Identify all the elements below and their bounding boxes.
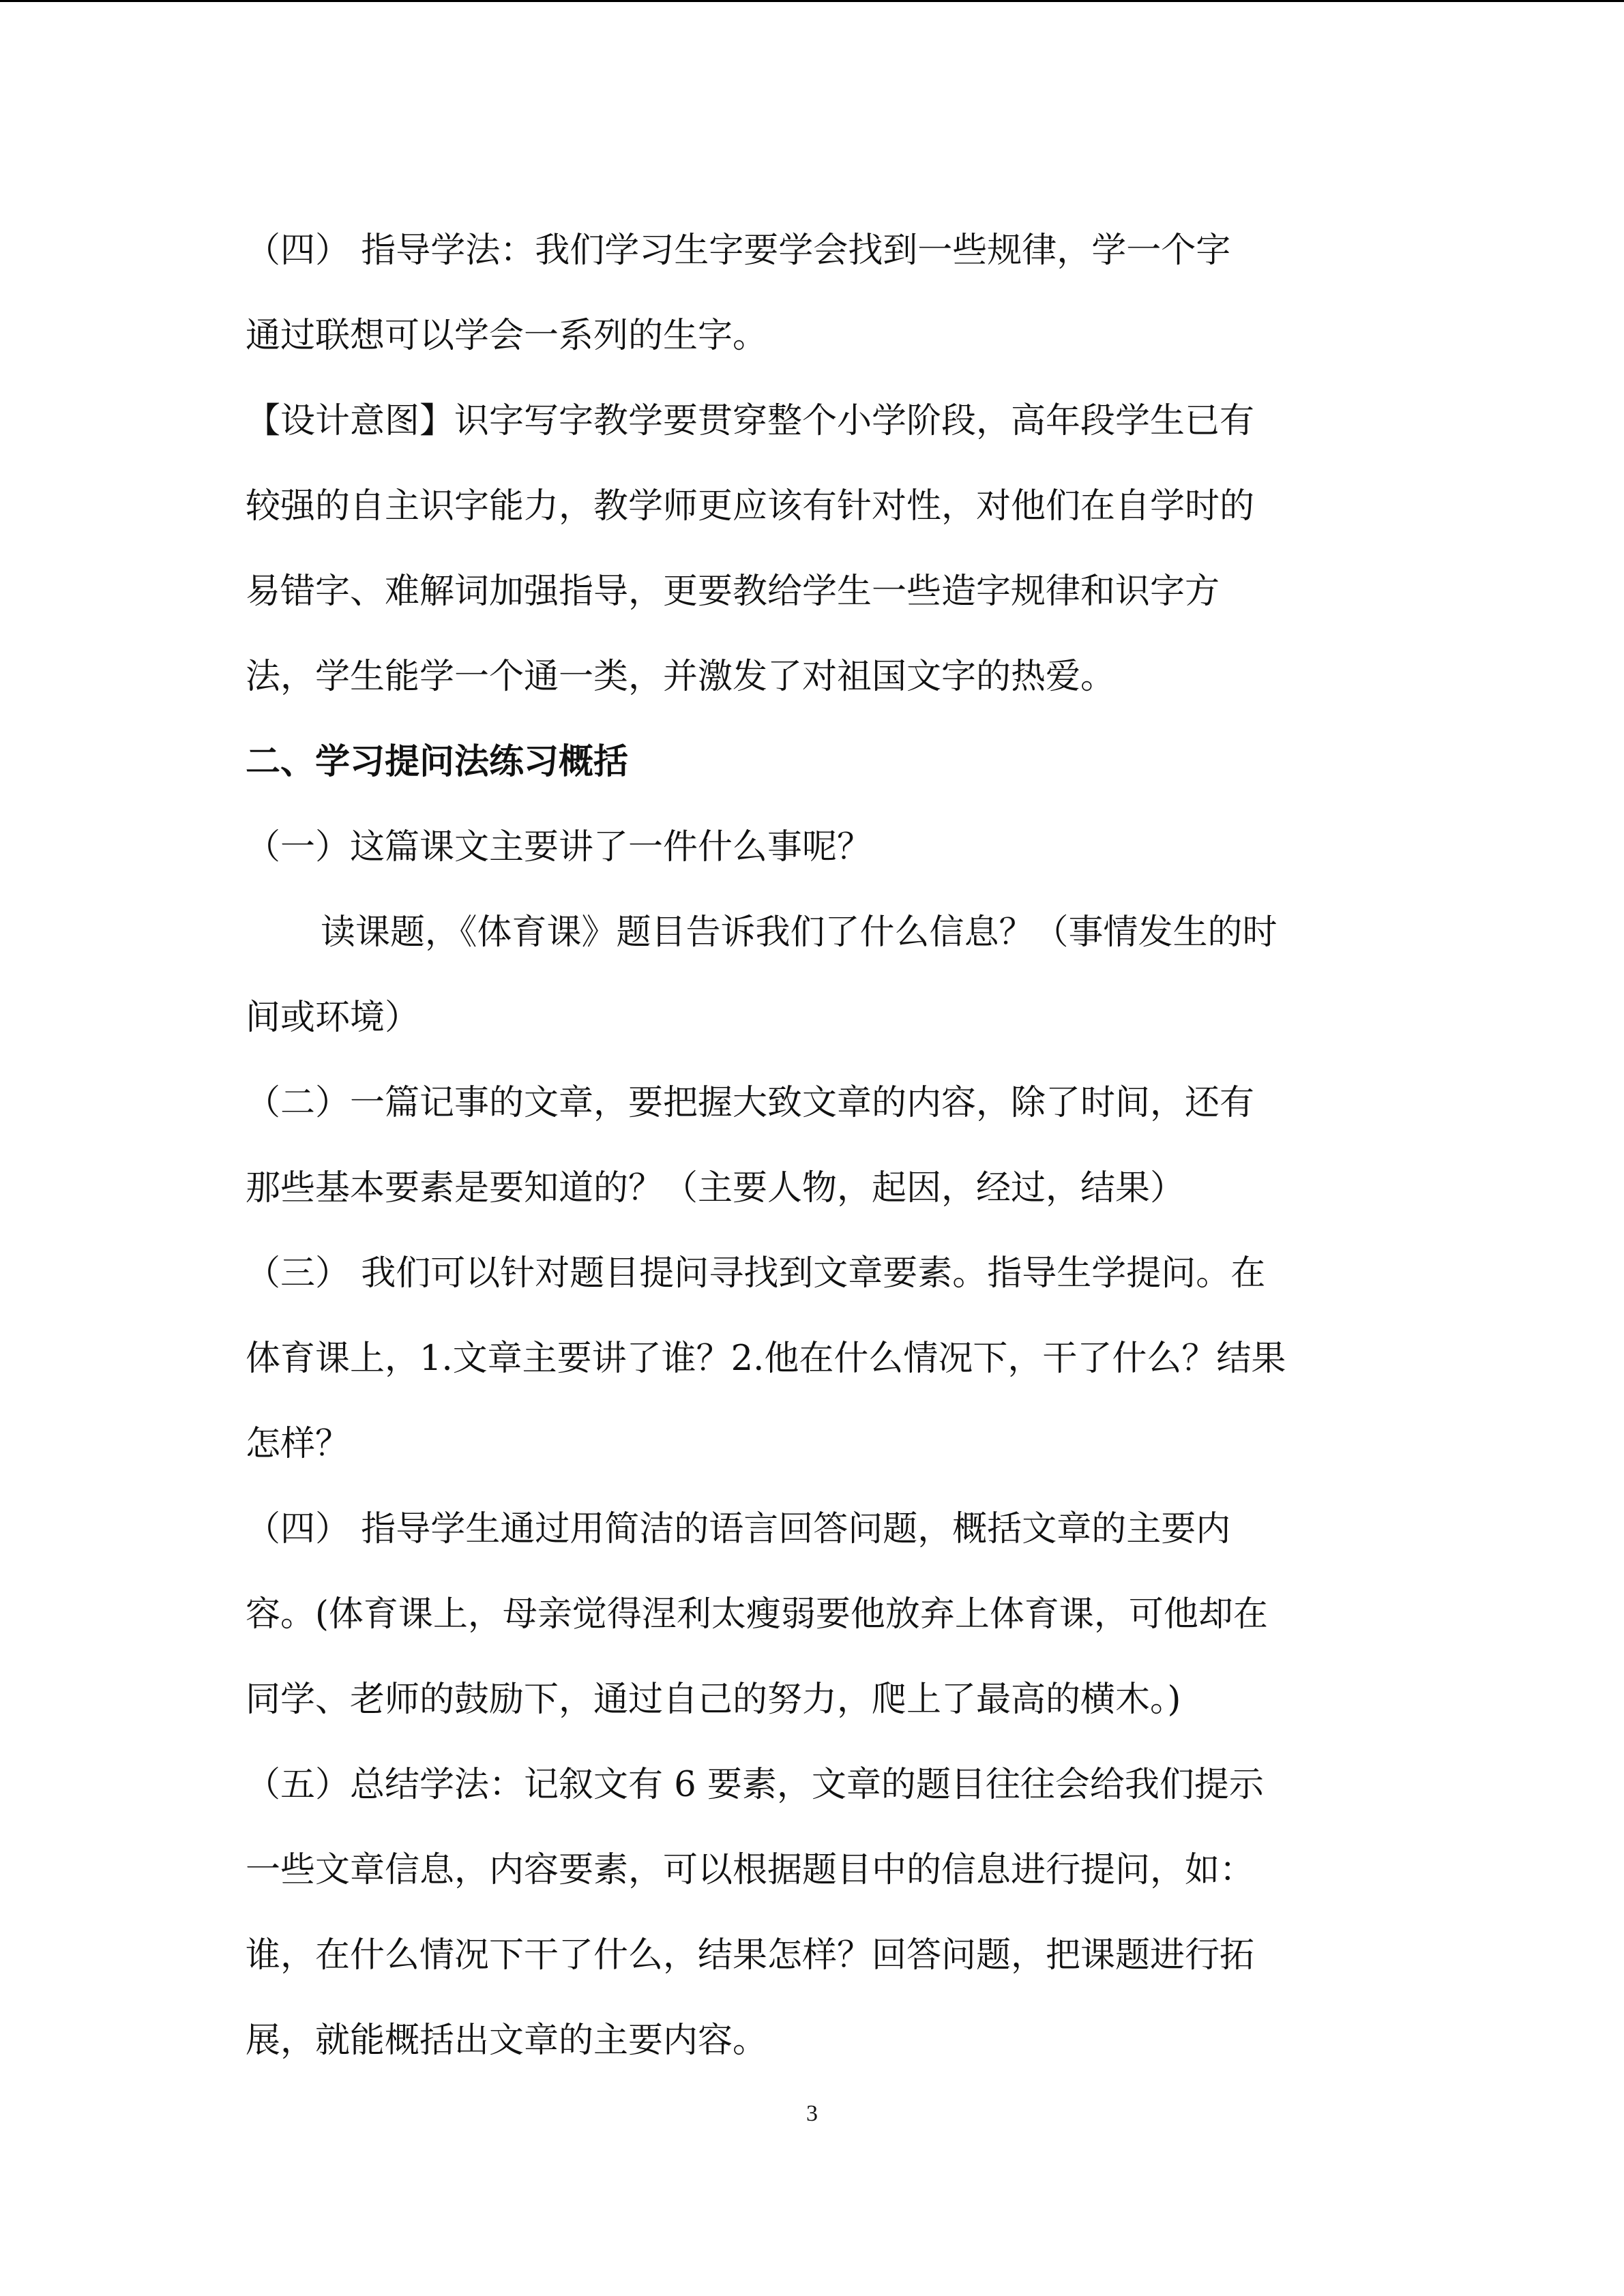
- paragraph-line: （五）总结学法：记叙文有 6 要素，文章的题目往往会给我们提示: [246, 1765, 1264, 1805]
- design-intent-line: 【设计意图】识字写字教学要贯穿整个小学阶段，高年段学生已有: [246, 401, 1255, 441]
- document-body: [246, 208, 1378, 2083]
- paragraph-line: 那些基本要素是要知道的？（主要人物，起因，经过，结果）: [246, 1168, 1185, 1208]
- paragraph-line: 一些文章信息，内容要素，可以根据题目中的信息进行提问，如：: [246, 1850, 1255, 1890]
- section-heading: 二、学习提问法练习概括: [246, 741, 629, 782]
- paragraph-line: 谁，在什么情况下干了什么，结果怎样？回答问题，把课题进行拓: [246, 1935, 1255, 1976]
- paragraph-line: 容。(体育课上，母亲觉得涅利太瘦弱要他放弃上体育课，可他却在: [246, 1594, 1268, 1635]
- paragraph-line: 同学、老师的鼓励下，通过自己的努力，爬上了最高的横木。): [246, 1680, 1181, 1720]
- paragraph-line: 法，学生能学一个通一类，并激发了对祖国文字的热爱。: [246, 657, 1116, 697]
- paragraph-line: 读课题，《体育课》题目告诉我们了什么信息？（事情发生的时: [321, 912, 1278, 953]
- paragraph-line: （一）这篇课文主要讲了一件什么事呢？: [246, 827, 872, 867]
- paragraph-line: 展，就能概括出文章的主要内容。: [246, 2021, 768, 2061]
- paragraph-line: 体育课上，1.文章主要讲了谁？2.他在什么情况下，干了什么？结果: [246, 1339, 1286, 1379]
- paragraph-line: （二）一篇记事的文章，要把握大致文章的内容，除了时间，还有: [246, 1083, 1255, 1123]
- paragraph-line: 怎样？: [246, 1424, 351, 1464]
- paragraph-line: （四） 指导学生通过用简洁的语言回答问题，概括文章的主要内: [246, 1509, 1231, 1549]
- paragraph-line: （四） 指导学法：我们学习生字要学会找到一些规律，学一个字: [246, 230, 1231, 271]
- page-number: 3: [806, 2101, 818, 2126]
- paragraph-line: （三） 我们可以针对题目提问寻找到文章要素。指导生学提问。在: [246, 1253, 1266, 1294]
- paragraph-line: 较强的自主识字能力，教学师更应该有针对性，对他们在自学时的: [246, 486, 1255, 526]
- paragraph-line: 间或环境）: [246, 998, 420, 1038]
- paragraph-line: 易错字、难解词加强指导，更要教给学生一些造字规律和识字方: [246, 571, 1220, 612]
- top-border-line: [0, 0, 1624, 2]
- paragraph-line: 通过联想可以学会一系列的生字。: [246, 316, 768, 356]
